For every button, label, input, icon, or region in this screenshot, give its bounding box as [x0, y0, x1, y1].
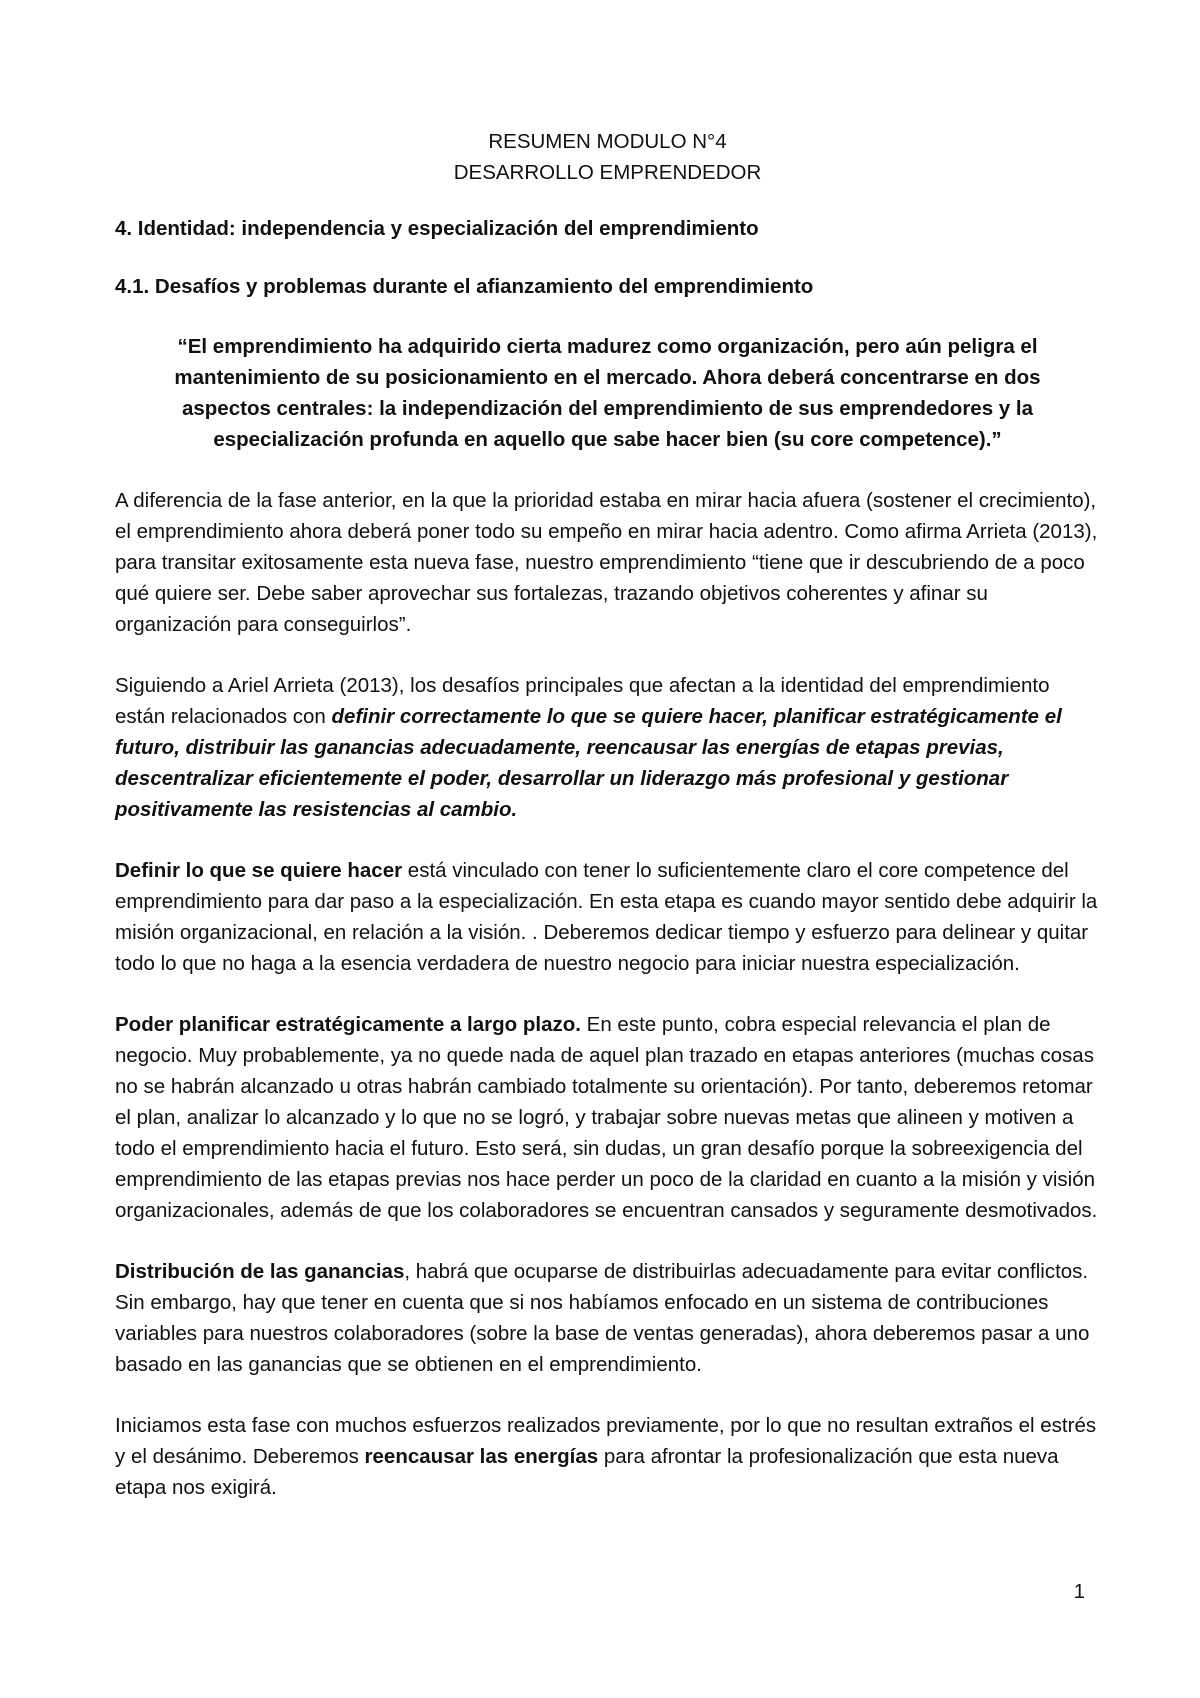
paragraph-planning-lead: Poder planificar estratégicamente a largo plazo. — [115, 1013, 581, 1036]
block-quote: “El emprendimiento ha adquirido cierta madurez como organización, pero aún peligra el mantenimiento de su posicionamiento en el mercado. Ahora deberá concentrarse en dos aspectos centrales: la independización del emprendimiento de sus emprendedores y la especialización profunda en aquello que sabe hacer bien (su core competence).” — [174, 335, 1041, 451]
section-heading: 4. Identidad: independencia y especialización del emprendimiento — [115, 217, 759, 240]
paragraph-challenges-text: Siguiendo a Ariel Arrieta (2013), los desafíos principales que afectan a la identidad del emprendimiento están relacionados con — [115, 674, 1050, 728]
paragraph-intro-text: A diferencia de la fase anterior, en la que la prioridad estaba en mirar hacia afuera (sostener el crecimiento), el emprendimiento ahora deberá poner todo su empeño en mirar hacia adentro. Como afirma Arrieta (2013), para transitar exitosamente esta nueva fase, nuestro emprendimiento “tiene que ir descubriendo de a poco qué quiere ser. Debe saber aprovechar sus fortalezas, trazando objetivos coherentes y afinar su organización para conseguirlos”. — [115, 489, 1098, 636]
document-body — [115, 126, 1100, 1503]
paragraph-intro — [115, 485, 1100, 640]
paragraph-distribution — [115, 1256, 1100, 1380]
paragraph-energies-text-end: para afrontar la profesionalización que esta nueva etapa nos exigirá. — [115, 1445, 1059, 1499]
document-title-line1: RESUMEN MODULO N°4 — [488, 130, 727, 153]
paragraph-energies — [115, 1410, 1100, 1503]
paragraph-challenges-emphasis: definir correctamente lo que se quiere hacer, planificar estratégicamente el futuro, distribuir las ganancias adecuadamente, reencausar las energías de etapas previas, descentralizar eficientemente el poder, desarrollar un liderazgo más profesional y gestionar positivamente las resistencias al cambio. — [115, 705, 1062, 821]
paragraph-energies-emphasis: reencausar las energías — [364, 1445, 599, 1468]
paragraph-define — [115, 855, 1100, 979]
subsection-heading: 4.1. Desafíos y problemas durante el afianzamiento del emprendimiento — [115, 275, 814, 298]
document-title-line2: DESARROLLO EMPRENDEDOR — [453, 161, 762, 184]
paragraph-planning — [115, 1009, 1100, 1226]
paragraph-energies-text-start: Iniciamos esta fase con muchos esfuerzos realizados previamente, por lo que no resultan extraños el estrés y el desánimo. Deberemos — [115, 1414, 1097, 1468]
paragraph-distribution-lead: Distribución de las ganancias — [115, 1260, 405, 1283]
paragraph-distribution-text: , habrá que ocuparse de distribuirlas adecuadamente para evitar conflictos. Sin embargo, hay que tener en cuenta que si nos habíamos enfocado en un sistema de contribuciones variables para nuestros colaboradores (sobre la base de ventas generadas), ahora deberemos pasar a uno basado en las ganancias que se obtienen en el emprendimiento. — [115, 1260, 1090, 1376]
paragraph-define-text: está vinculado con tener lo suficientemente claro el core competence del emprendimiento para dar paso a la especialización. En esta etapa es cuando mayor sentido debe adquirir la misión organizacional, en relación a la visión. . Deberemos dedicar tiempo y esfuerzo para delinear y quitar todo lo que no haga a la esencia verdadera de nuestro negocio para iniciar nuestra especialización. — [115, 859, 1098, 975]
paragraph-define-lead: Definir lo que se quiere hacer — [115, 859, 403, 882]
paragraph-planning-text: En este punto, cobra especial relevancia el plan de negocio. Muy probablemente, ya no quede nada de aquel plan trazado en etapas anteriores (muchas cosas no se habrán alcanzado u otras habrán cambiado totalmente su orientación). Por tanto, deberemos retomar el plan, analizar lo alcanzado y lo que no se logró, y trabajar sobre nuevas metas que alineen y motiven a todo el emprendimiento hacia el futuro. Esto será, sin dudas, un gran desafío porque la sobreexigencia del emprendimiento de las etapas previas nos hace perder un poco de la claridad en cuanto a la misión y visión organizacionales, además de que los colaboradores se encuentran cansados y seguramente desmotivados. — [115, 1013, 1098, 1222]
paragraph-challenges — [115, 670, 1100, 825]
page-number: 1 — [1073, 1580, 1085, 1603]
